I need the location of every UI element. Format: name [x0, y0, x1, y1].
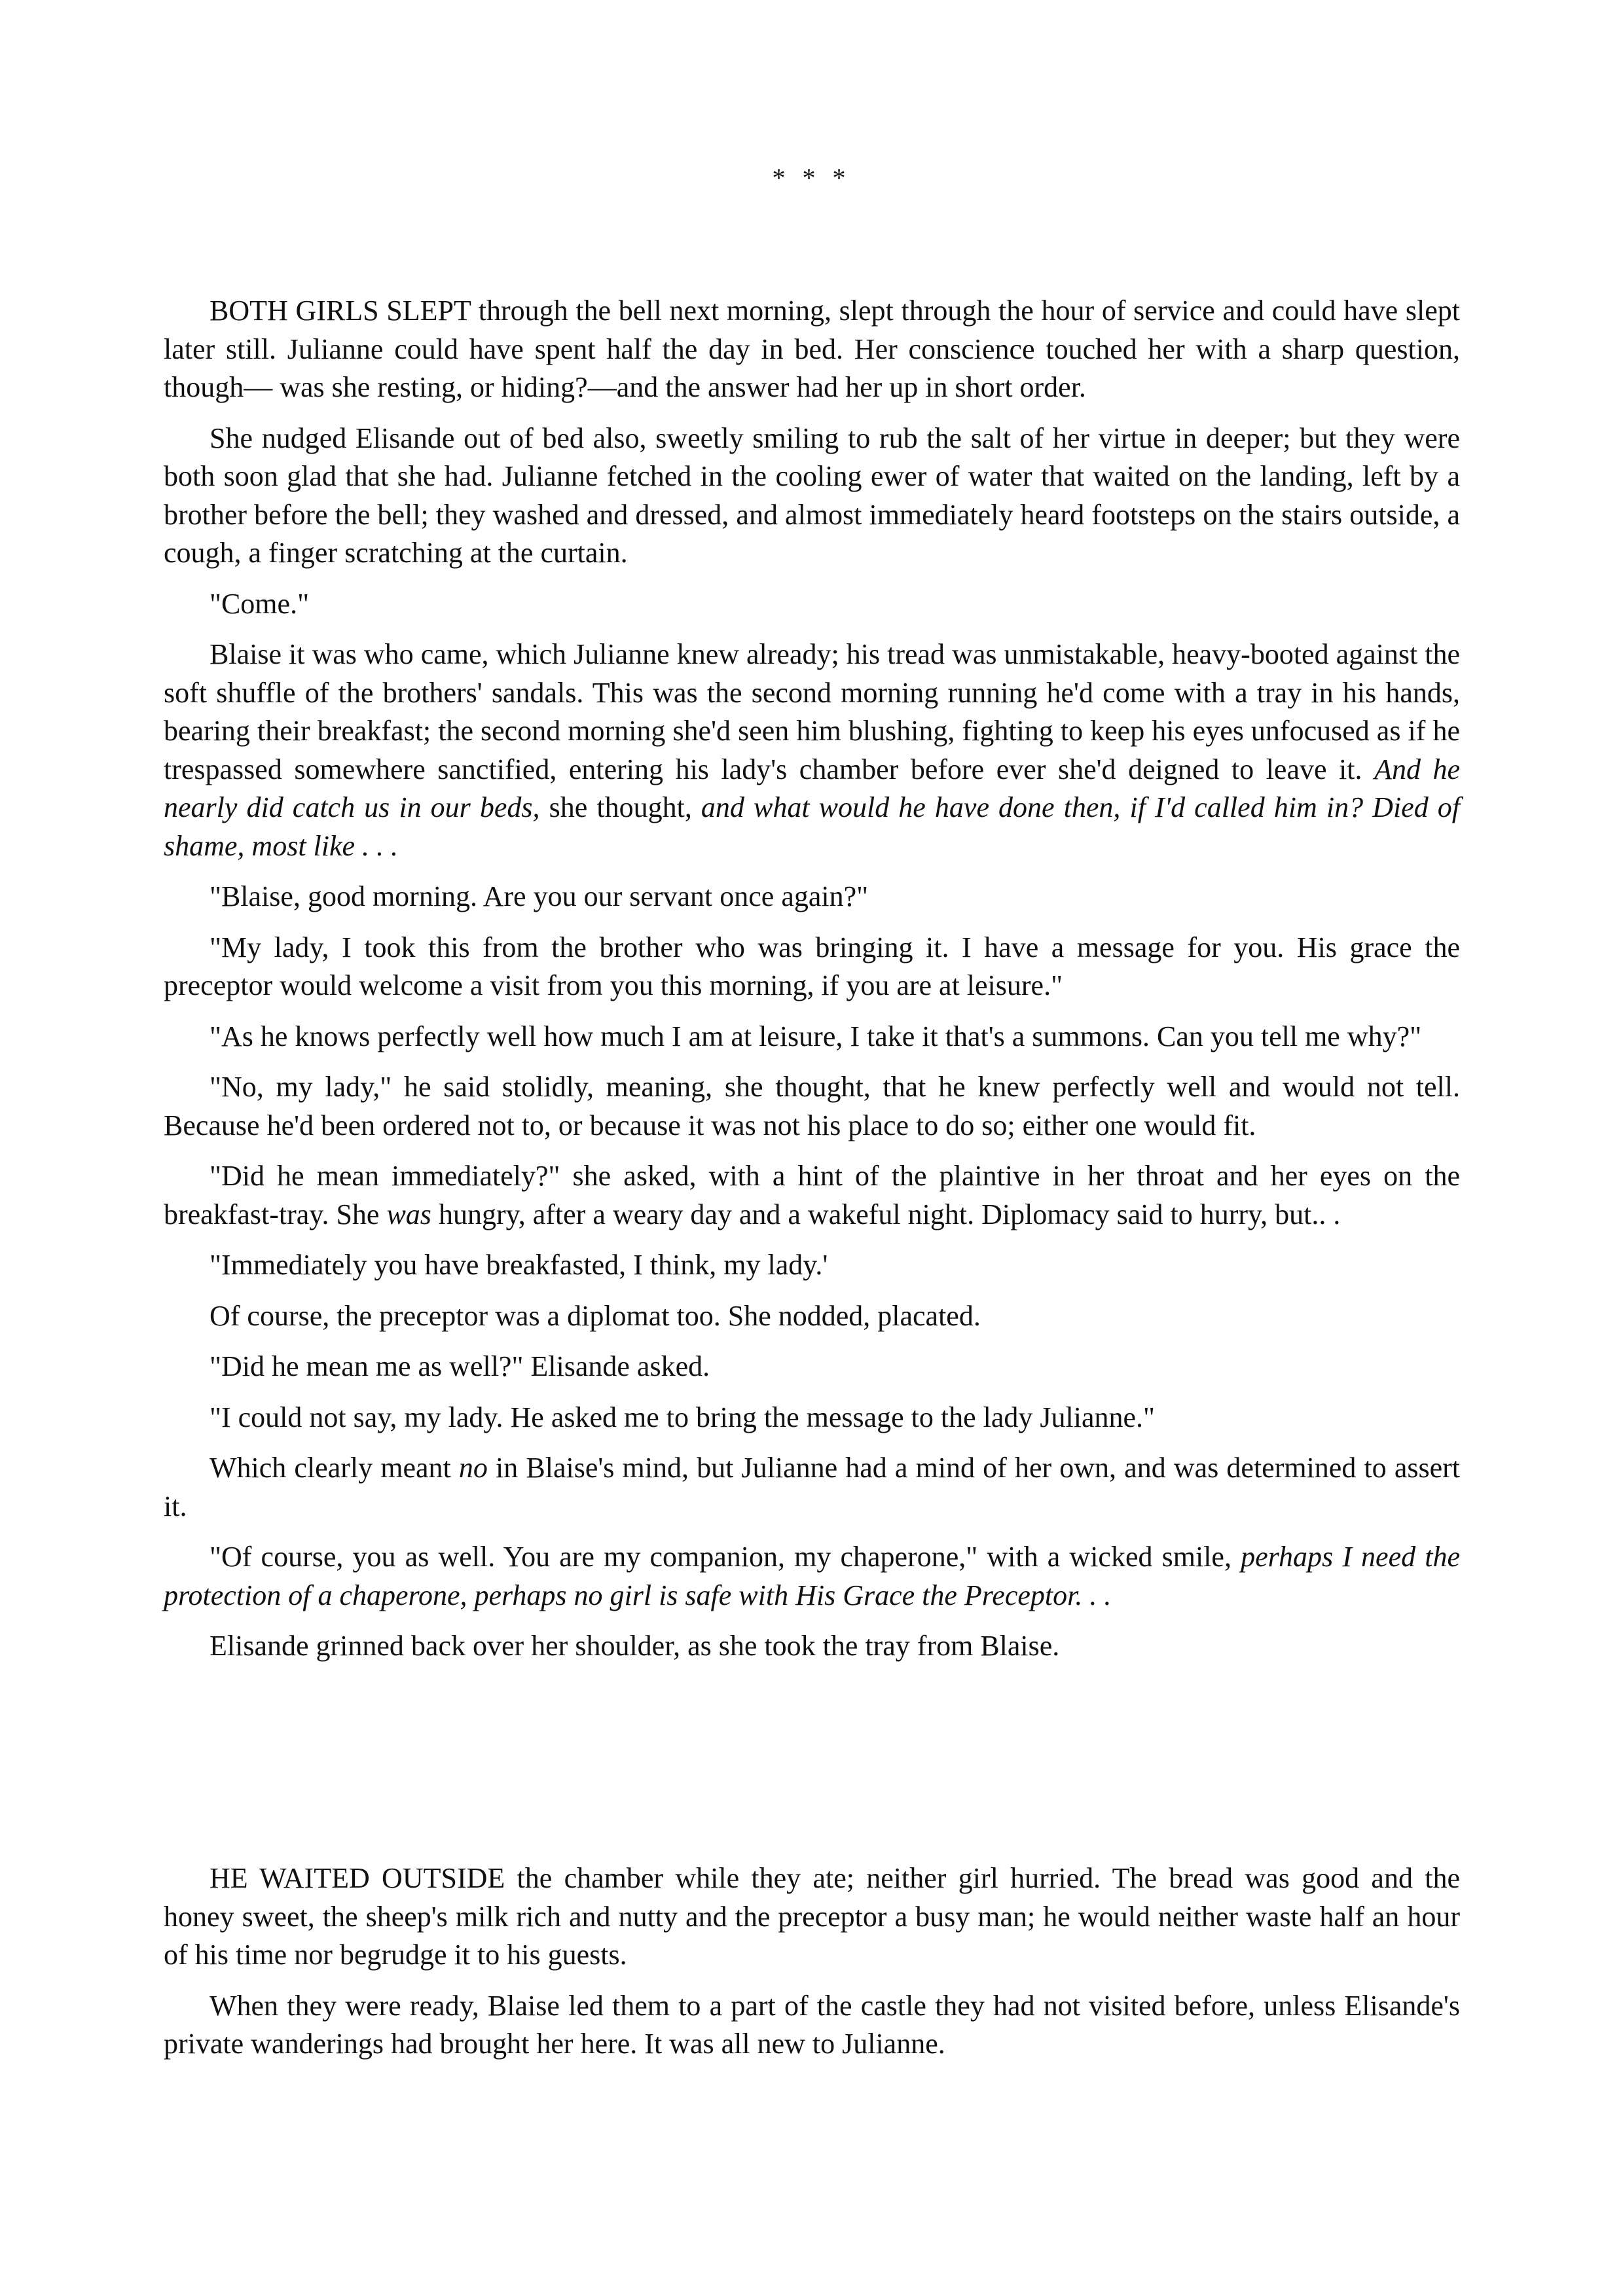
paragraph — [164, 1068, 1460, 1145]
text-run: "Come." — [210, 587, 310, 620]
italic-text: was — [386, 1198, 431, 1230]
paragraph — [164, 1538, 1460, 1615]
paragraph — [164, 1627, 1460, 1666]
paragraph — [164, 878, 1460, 916]
text-run: "My lady, I took this from the brother who was bringing it. I have a message for you. His grace the preceptor would welcome a visit from you this morning, if you are at leisure." — [164, 931, 1460, 1001]
text-run: hungry, after a weary day and a wakeful night. Diplomacy said to hurry, but.. . — [431, 1198, 1341, 1230]
paragraph — [164, 1987, 1460, 2064]
text-run: "Did he mean immediately?" she asked, with a hint of the plaintive in her throat and her eyes on the breakfast-tray. She — [164, 1160, 1460, 1230]
paragraph — [164, 929, 1460, 1005]
italic-text: no — [458, 1452, 488, 1484]
text-run: Of course, the preceptor was a diplomat too. She nodded, placated. — [210, 1299, 981, 1332]
text-run: Which clearly meant — [210, 1452, 459, 1484]
text-run: "No, my lady," he said stolidly, meaning, she thought, that he knew perfectly well and would not tell. Because he'd been ordered not to, or because it was not his place to do so; either one would fit. — [164, 1071, 1460, 1141]
paragraph — [164, 1246, 1460, 1285]
text-run: "I could not say, my lady. He asked me to bring the message to the lady Julianne." — [210, 1401, 1155, 1433]
italic-text: And he nearly did catch us in our beds, — [164, 753, 1461, 823]
text-run: She nudged Elisande out of bed also, sweetly smiling to rub the salt of her virtue in deeper; but they were both soon glad that she had. Julianne fetched in the cooling ewer of water that waited on the landing, left by a brother before the bell; they washed and dressed, and almost immediately heard footsteps on the stairs outside, a cough, a finger scratching at the curtain. — [164, 422, 1460, 569]
text-run: she thought, — [539, 791, 701, 823]
paragraph — [164, 636, 1460, 865]
paragraph — [164, 1157, 1460, 1234]
paragraph — [164, 1018, 1460, 1056]
paragraph — [164, 585, 1460, 624]
text-run: "Of course, you as well. You are my companion, my chaperone," with a wicked smile, — [210, 1541, 1241, 1573]
section-one-body — [164, 292, 1460, 1678]
scene-break: * * * — [772, 163, 851, 192]
text-run: HE WAITED OUTSIDE the chamber while they ate; neither girl hurried. The bread was good and the honey sweet, the sheep's milk rich and nutty and the preceptor a busy man; he would neither waste half an hour of his time nor begrudge it to his guests. — [164, 1862, 1460, 1971]
text-run: "Blaise, good morning. Are you our servant once again?" — [210, 880, 869, 912]
paragraph — [164, 1297, 1460, 1336]
paragraph — [164, 292, 1460, 407]
paragraph — [164, 420, 1460, 573]
text-run: Blaise it was who came, which Julianne knew already; his tread was unmistakable, heavy-booted against the soft shuffle of the brothers' sandals. This was the second morning running he'd come with a tray in his hands, bearing their breakfast; the second morning she'd seen him blushing, fighting to keep his eyes unfocused as if he trespassed somewhere sanctified, entering his lady's chamber before ever she'd deigned to leave it. — [164, 638, 1460, 785]
text-run: BOTH GIRLS SLEPT through the bell next morning, slept through the hour of service and could have slept later still. Julianne could have spent half the day in bed. Her conscience touched her with a sharp question, though— was she resting, or hiding?—and the answer had her up in short order. — [164, 295, 1460, 403]
text-run: "Did he mean me as well?" Elisande asked. — [210, 1350, 710, 1382]
text-run: "Immediately you have breakfasted, I think, my lady.' — [210, 1249, 828, 1281]
italic-text: and what would he have done then, if I'd called him in? Died of shame, most like . . . — [164, 791, 1461, 862]
paragraph — [164, 1348, 1460, 1386]
text-run: in Blaise's mind, but Julianne had a mind of her own, and was determined to assert it. — [164, 1452, 1461, 1522]
italic-text: perhaps I need the protection of a chaperone, perhaps no girl is safe with His Grace the Preceptor. . . — [164, 1541, 1460, 1611]
paragraph — [164, 1399, 1460, 1437]
section-two-body — [164, 1859, 1460, 2076]
text-run: "As he knows perfectly well how much I am at leisure, I take it that's a summons. Can you tell me why?" — [210, 1020, 1422, 1052]
paragraph — [164, 1859, 1460, 1975]
text-run: Elisande grinned back over her shoulder, as she took the tray from Blaise. — [210, 1630, 1060, 1662]
text-run: When they were ready, Blaise led them to a part of the castle they had not visited before, unless Elisande's private wanderings had brought her here. It was all new to Julianne. — [164, 1989, 1460, 2060]
paragraph — [164, 1449, 1460, 1526]
